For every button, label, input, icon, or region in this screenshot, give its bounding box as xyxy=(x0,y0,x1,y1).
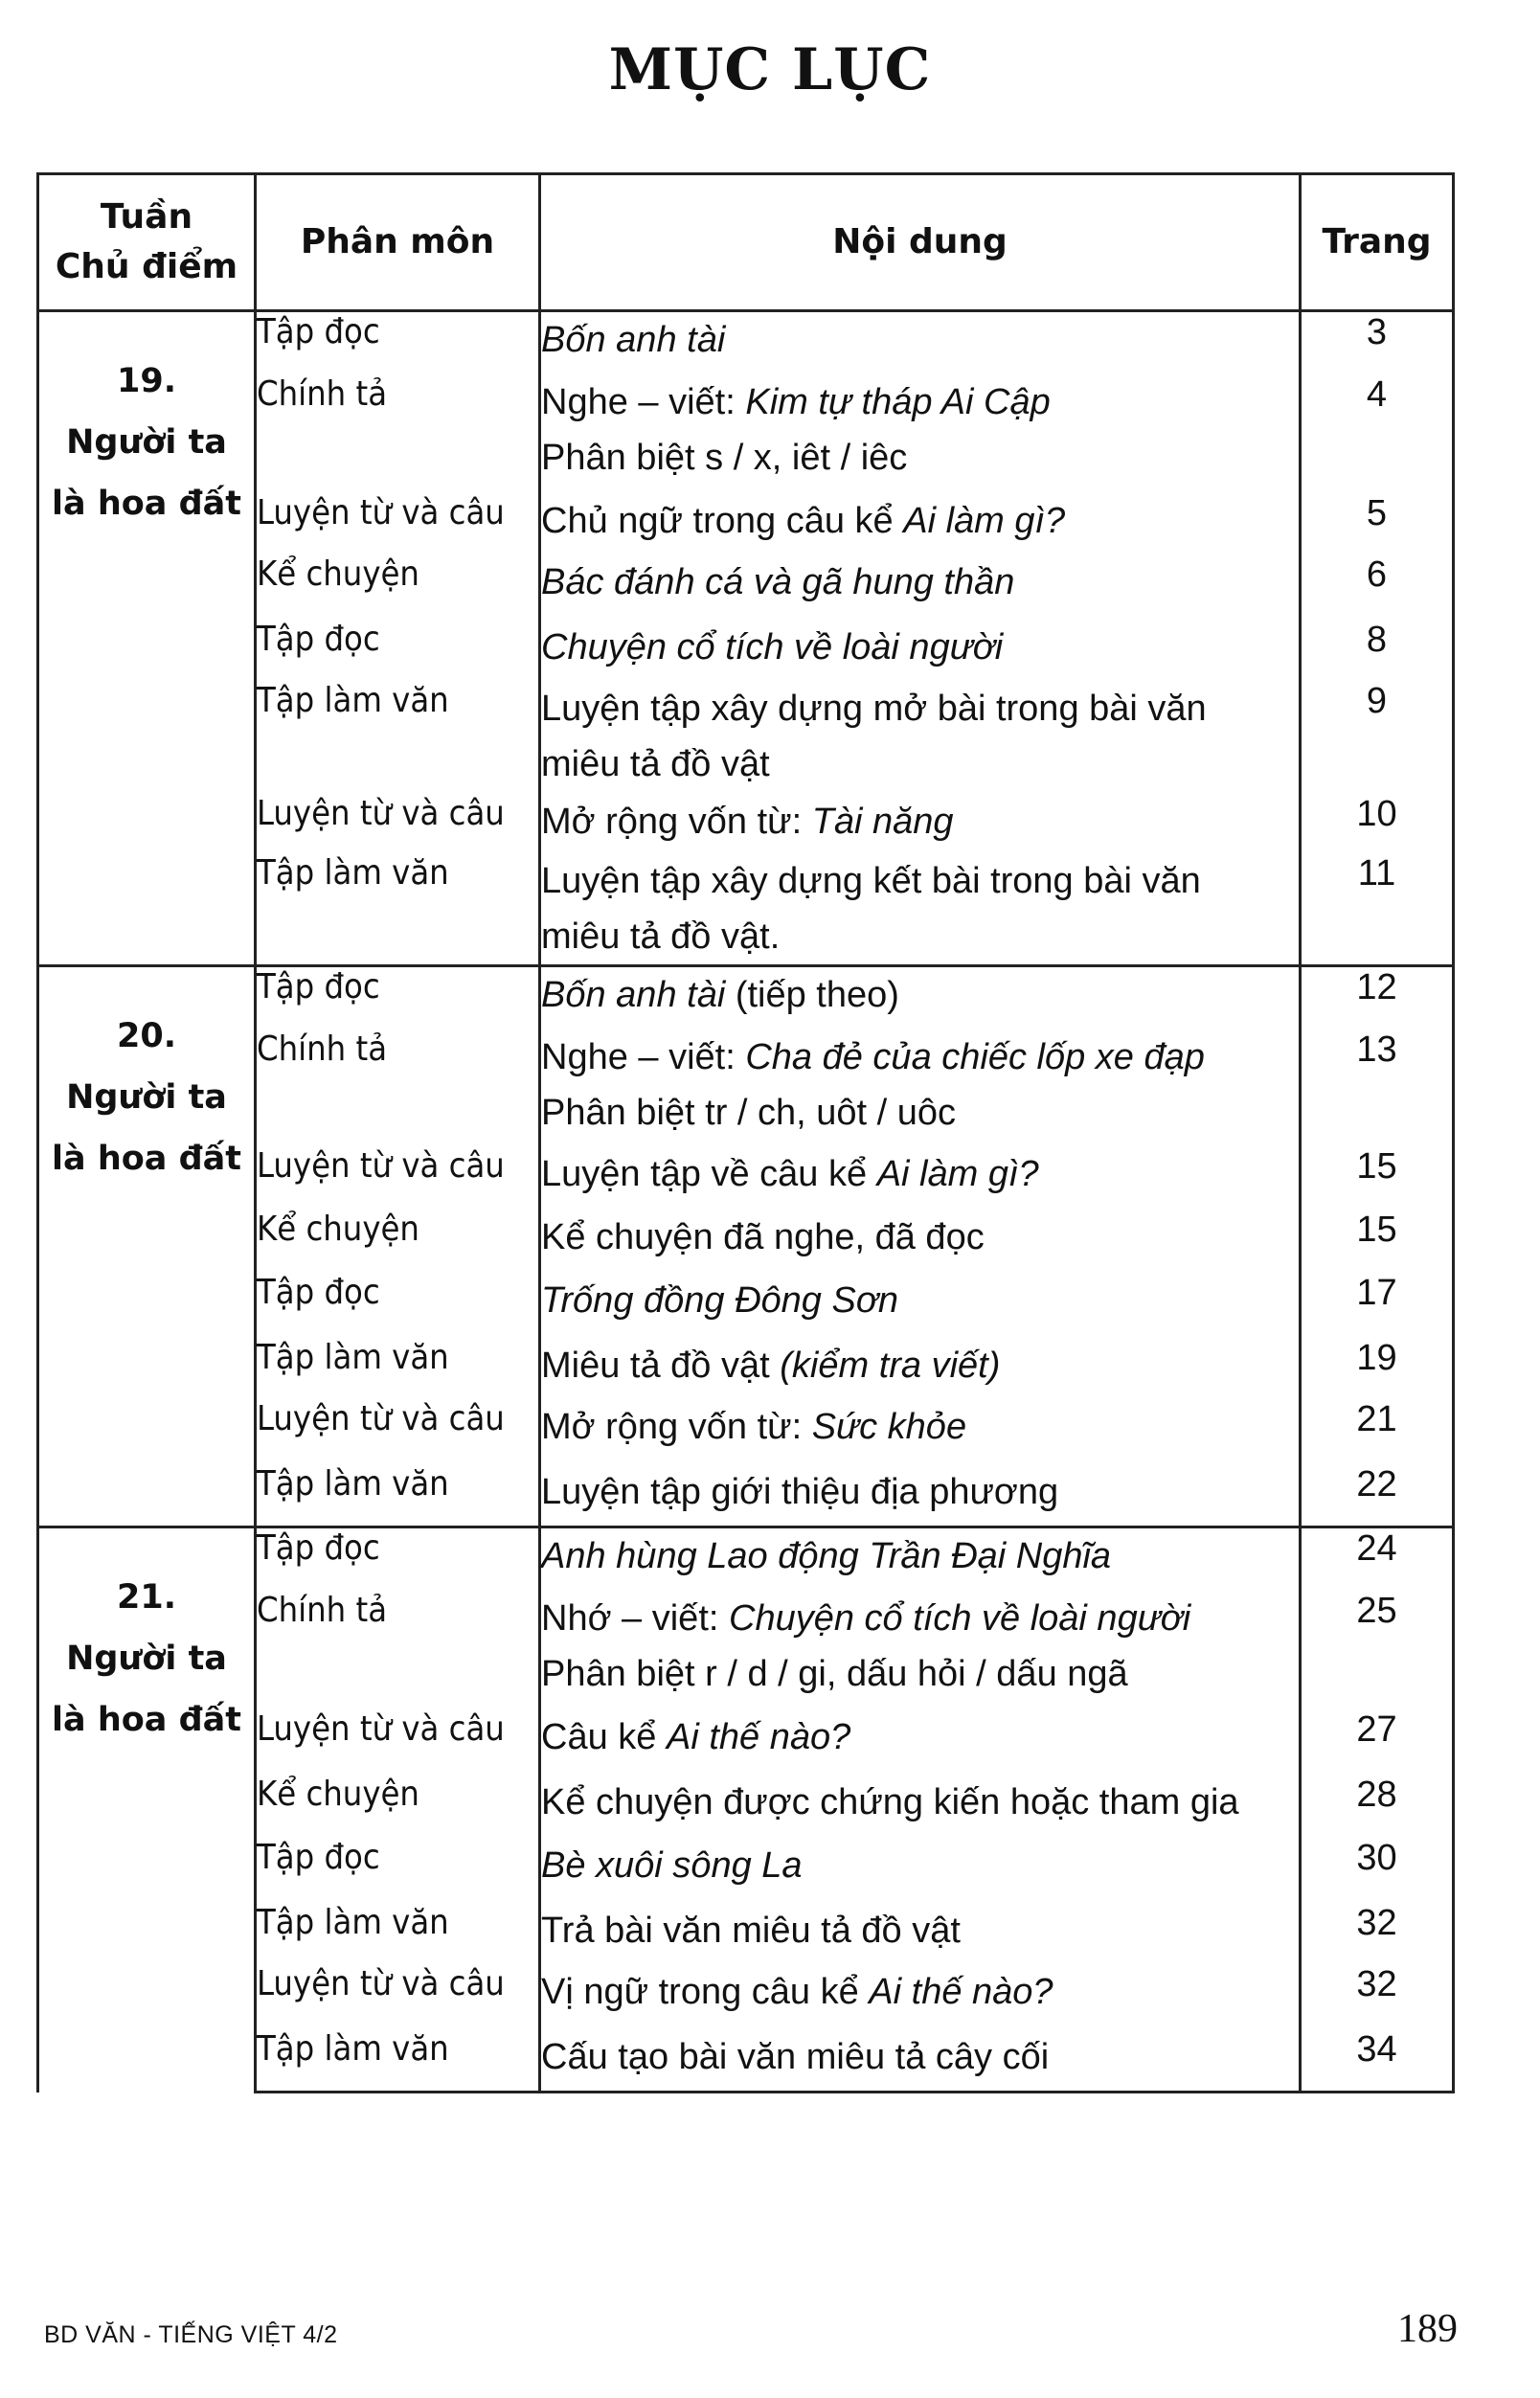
subject-cell: Tập đọc xyxy=(256,620,540,681)
subject-cell: Tập làm văn xyxy=(256,1903,540,1964)
page-cell: 13 xyxy=(1301,1029,1454,1146)
content-line xyxy=(541,1146,1299,1202)
subject-cell: Luyện từ và câu xyxy=(256,794,540,853)
content-text: Trả bài văn miêu tả đồ vật xyxy=(541,1910,961,1951)
italic-title: Ai thế nào? xyxy=(666,1716,851,1757)
table-header-row xyxy=(38,174,1454,311)
content-line xyxy=(541,1464,1299,1520)
content-line xyxy=(541,1399,1299,1455)
subject-cell: Luyện từ và câu xyxy=(256,1399,540,1464)
content-line xyxy=(541,1029,1299,1085)
page-cell: 22 xyxy=(1301,1464,1454,1527)
subject-cell: Kể chuyện xyxy=(256,554,540,620)
subject-cell: Tập làm văn xyxy=(256,1464,540,1527)
week-number: 21. xyxy=(116,1578,176,1617)
header-page: Trang xyxy=(1301,174,1454,311)
content-cell xyxy=(540,1029,1301,1146)
table-row xyxy=(38,1527,1454,1591)
week-number: 19. xyxy=(116,362,176,400)
content-cell xyxy=(540,853,1301,966)
page-cell: 19 xyxy=(1301,1338,1454,1399)
content-text: Cấu tạo bài văn miêu tả cây cối xyxy=(541,2036,1050,2077)
header-week-line1: Tuần xyxy=(100,196,193,237)
content-text: Câu kể xyxy=(541,1716,667,1757)
content-cell xyxy=(540,1464,1301,1527)
page-cell: 28 xyxy=(1301,1775,1454,1838)
italic-title: Tài năng xyxy=(811,801,954,842)
content-text: Vị ngữ trong câu kể xyxy=(541,1971,870,2012)
content-line xyxy=(541,681,1299,736)
page-cell: 9 xyxy=(1301,681,1454,794)
content-cell xyxy=(540,1527,1301,1591)
italic-title: Trống đồng Đông Sơn xyxy=(541,1279,898,1321)
subject-cell: Kể chuyện xyxy=(256,1210,540,1273)
page-cell: 15 xyxy=(1301,1146,1454,1210)
theme-line1: Người ta xyxy=(66,1640,227,1678)
content-line xyxy=(541,554,1299,610)
content-text: Phân biệt s / x, iêt / iêc xyxy=(541,437,908,478)
content-text: Kể chuyện được chứng kiến hoặc tham gia xyxy=(541,1781,1239,1822)
page-cell: 32 xyxy=(1301,1964,1454,2029)
subject-cell: Luyện từ và câu xyxy=(256,1146,540,1210)
content-line xyxy=(541,1838,1299,1893)
page-cell: 5 xyxy=(1301,493,1454,554)
subject-cell: Tập đọc xyxy=(256,311,540,374)
theme-line1: Người ta xyxy=(66,1078,227,1117)
table-row xyxy=(38,311,1454,374)
page-cell: 30 xyxy=(1301,1838,1454,1903)
content-line xyxy=(541,909,1299,964)
content-cell xyxy=(540,1964,1301,2029)
content-text: Mở rộng vốn từ: xyxy=(541,1406,812,1447)
page-title: MỤC LỤC xyxy=(608,36,932,103)
italic-title: Bốn anh tài xyxy=(541,320,726,360)
content-text: miêu tả đồ vật. xyxy=(541,916,781,957)
subject-cell: Tập làm văn xyxy=(256,681,540,794)
week-theme-cell xyxy=(38,311,256,966)
table-body xyxy=(38,311,1454,2093)
italic-title: Anh hùng Lao động Trần Đại Nghĩa xyxy=(541,1536,1112,1576)
content-cell xyxy=(540,794,1301,853)
content-line xyxy=(541,374,1299,430)
content-cell xyxy=(540,681,1301,794)
italic-title: Ai làm gì? xyxy=(903,500,1066,541)
content-text: Miêu tả đồ vật xyxy=(541,1345,781,1386)
content-cell xyxy=(540,1338,1301,1399)
table-of-contents xyxy=(36,172,1455,2093)
header-subject: Phân môn xyxy=(256,174,540,311)
italic-title: Bác đánh cá và gã hung thần xyxy=(541,561,1015,602)
page-cell: 32 xyxy=(1301,1903,1454,1964)
content-cell xyxy=(540,2029,1301,2093)
italic-title: (kiểm tra viết) xyxy=(780,1345,1001,1386)
content-line xyxy=(541,1528,1299,1584)
content-line xyxy=(541,1964,1299,2020)
content-text: Luyện tập xây dựng kết bài trong bài văn xyxy=(541,860,1201,901)
content-line xyxy=(541,1273,1299,1328)
content-line xyxy=(541,1085,1299,1141)
content-cell xyxy=(540,1210,1301,1273)
content-line xyxy=(541,430,1299,486)
subject-cell: Tập đọc xyxy=(256,1273,540,1338)
content-cell xyxy=(540,966,1301,1029)
content-line xyxy=(541,2029,1299,2085)
italic-title: Chuyện cổ tích về loài người xyxy=(541,626,1004,667)
italic-title: Bốn anh tài xyxy=(541,975,726,1015)
italic-title: Kim tự tháp Ai Cập xyxy=(745,381,1051,422)
footer-book-title: BD VĂN - TIẾNG VIỆT 4/2 xyxy=(44,2321,338,2348)
theme-line2: là hoa đất xyxy=(52,1140,241,1178)
content-line xyxy=(541,1338,1299,1393)
page-cell: 24 xyxy=(1301,1527,1454,1591)
page-cell: 25 xyxy=(1301,1591,1454,1709)
content-line xyxy=(541,1903,1299,1958)
content-text: Luyện tập giới thiệu địa phương xyxy=(541,1471,1059,1512)
page-cell: 10 xyxy=(1301,794,1454,853)
page-cell: 11 xyxy=(1301,853,1454,966)
content-cell xyxy=(540,1399,1301,1464)
header-content: Nội dung xyxy=(540,174,1301,311)
content-cell xyxy=(540,374,1301,493)
content-text: (tiếp theo) xyxy=(725,975,899,1015)
theme-line1: Người ta xyxy=(66,423,227,462)
content-text: Luyện tập về câu kể xyxy=(541,1153,877,1194)
page-cell: 34 xyxy=(1301,2029,1454,2093)
page-cell: 12 xyxy=(1301,966,1454,1029)
italic-title: Cha đẻ của chiếc lốp xe đạp xyxy=(745,1036,1205,1077)
subject-cell: Tập làm văn xyxy=(256,1338,540,1399)
subject-cell: Tập đọc xyxy=(256,1527,540,1591)
content-text: Nghe – viết: xyxy=(541,1036,746,1077)
content-cell xyxy=(540,1146,1301,1210)
subject-cell: Kể chuyện xyxy=(256,1775,540,1838)
content-line xyxy=(541,967,1299,1023)
content-text: Phân biệt tr / ch, uôt / uôc xyxy=(541,1092,957,1133)
content-text: miêu tả đồ vật xyxy=(541,743,770,784)
content-line xyxy=(541,1709,1299,1765)
header-week-line2: Chủ điểm xyxy=(55,247,238,286)
content-text: Kể chuyện đã nghe, đã đọc xyxy=(541,1216,985,1257)
content-cell xyxy=(540,1591,1301,1709)
content-line xyxy=(541,794,1299,849)
subject-cell: Chính tả xyxy=(256,1591,540,1709)
content-line xyxy=(541,1210,1299,1265)
subject-cell: Luyện từ và câu xyxy=(256,1964,540,2029)
page-cell: 17 xyxy=(1301,1273,1454,1338)
page-cell: 15 xyxy=(1301,1210,1454,1273)
content-cell xyxy=(540,620,1301,681)
content-cell xyxy=(540,554,1301,620)
page-cell: 6 xyxy=(1301,554,1454,620)
page-cell: 8 xyxy=(1301,620,1454,681)
week-number: 20. xyxy=(116,1017,176,1055)
theme-line2: là hoa đất xyxy=(52,485,241,523)
subject-cell: Tập làm văn xyxy=(256,2029,540,2093)
subject-cell: Chính tả xyxy=(256,374,540,493)
italic-title: Chuyện cổ tích về loài người xyxy=(729,1597,1191,1639)
header-week xyxy=(38,174,256,311)
italic-title: Bè xuôi sông La xyxy=(541,1844,803,1886)
content-line xyxy=(541,1591,1299,1646)
table-row xyxy=(38,966,1454,1029)
content-line xyxy=(541,493,1299,549)
subject-cell: Tập đọc xyxy=(256,1838,540,1903)
content-cell xyxy=(540,311,1301,374)
content-line xyxy=(541,620,1299,675)
page-cell: 21 xyxy=(1301,1399,1454,1464)
subject-cell: Chính tả xyxy=(256,1029,540,1146)
page-cell: 3 xyxy=(1301,311,1454,374)
content-text: Phân biệt r / d / gi, dấu hỏi / dấu ngã xyxy=(541,1653,1128,1694)
page-cell: 27 xyxy=(1301,1709,1454,1775)
content-line xyxy=(541,1775,1299,1830)
content-text: Nhớ – viết: xyxy=(541,1597,729,1639)
content-text: Luyện tập xây dựng mở bài trong bài văn xyxy=(541,688,1207,729)
week-theme-cell xyxy=(38,966,256,1527)
content-text: Chủ ngữ trong câu kể xyxy=(541,500,904,541)
page-cell: 4 xyxy=(1301,374,1454,493)
week-theme-cell xyxy=(38,1527,256,2093)
content-line xyxy=(541,736,1299,792)
theme-line2: là hoa đất xyxy=(52,1701,241,1739)
content-cell xyxy=(540,1273,1301,1338)
content-cell xyxy=(540,493,1301,554)
content-line xyxy=(541,853,1299,909)
content-text: Nghe – viết: xyxy=(541,381,746,422)
content-cell xyxy=(540,1775,1301,1838)
italic-title: Ai làm gì? xyxy=(876,1153,1039,1194)
footer-page-number: 189 xyxy=(1397,2307,1458,2351)
subject-cell: Luyện từ và câu xyxy=(256,493,540,554)
content-cell xyxy=(540,1903,1301,1964)
content-cell xyxy=(540,1838,1301,1903)
subject-cell: Tập làm văn xyxy=(256,853,540,966)
subject-cell: Luyện từ và câu xyxy=(256,1709,540,1775)
subject-cell: Tập đọc xyxy=(256,966,540,1029)
content-line xyxy=(541,1646,1299,1702)
content-cell xyxy=(540,1709,1301,1775)
content-text: Mở rộng vốn từ: xyxy=(541,801,812,842)
italic-title: Ai thế nào? xyxy=(869,1971,1053,2012)
italic-title: Sức khỏe xyxy=(811,1406,967,1447)
content-line xyxy=(541,312,1299,368)
